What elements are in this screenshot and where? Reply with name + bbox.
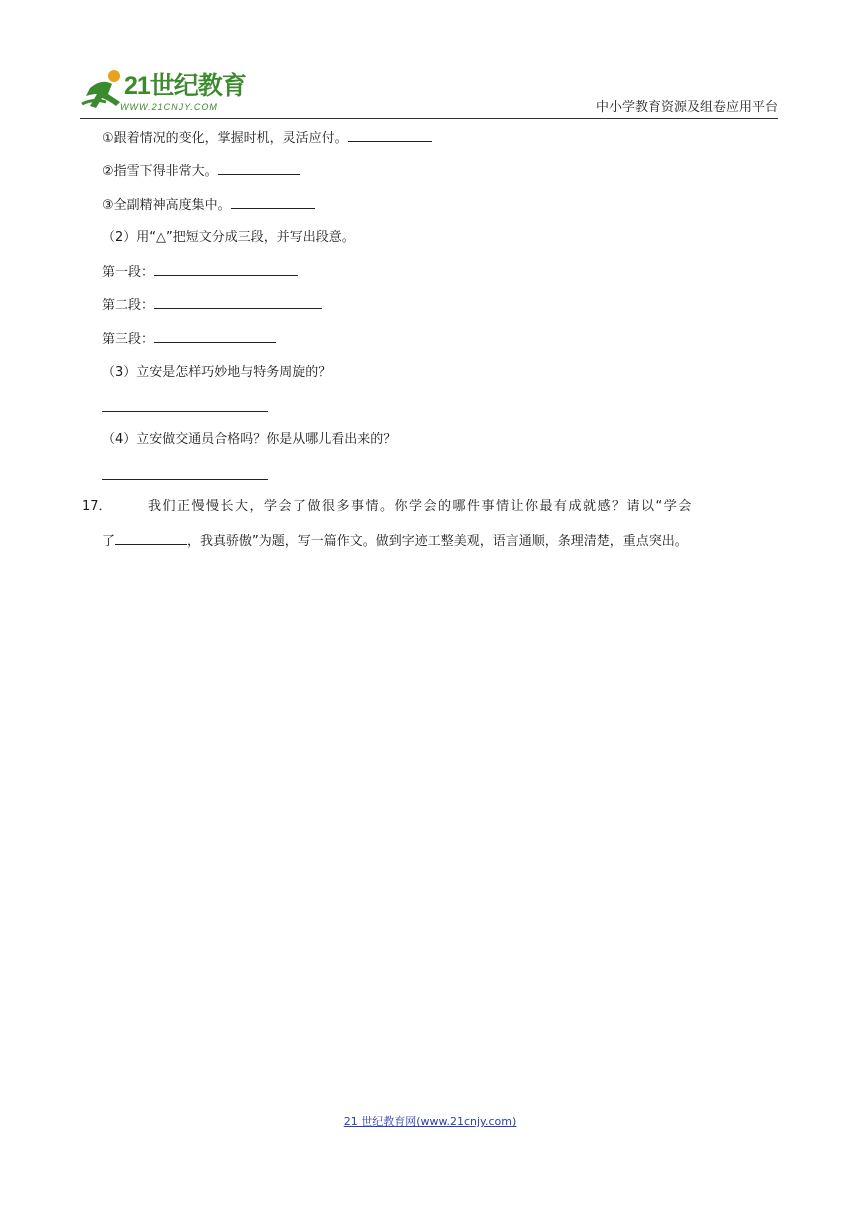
q2-segment-2-label: 第二段： [102, 298, 155, 313]
q1-item-1 [102, 129, 432, 148]
q17-number: 17． [82, 499, 112, 514]
q2-segment-3-label: 第三段： [102, 332, 155, 347]
q2-segment-1 [102, 263, 298, 282]
q17-line-2-end: ，我真骄傲”为题，写一篇作文。做到字迹工整美观，语言通顺，条理清楚，重点突出。 [187, 534, 688, 549]
q1-item-1-blank [348, 129, 432, 142]
q1-item-2 [102, 162, 300, 181]
q17-line-1: 我们正慢慢长大，学会了做很多事情。你学会的哪件事情让你最有成就感？请以“学会 [148, 499, 693, 514]
q17-line-2-start: 了 [102, 534, 116, 549]
platform-title: 中小学教育资源及组卷应用平台 [595, 100, 778, 115]
header-divider [80, 118, 778, 119]
q2-segment-1-blank [154, 263, 298, 276]
q1-item-3 [102, 196, 315, 215]
q2-segment-2-blank [154, 296, 322, 309]
q4-answer-line [102, 479, 268, 480]
q3-answer-line [102, 411, 268, 412]
q1-item-1-text: ①跟着情况的变化，掌握时机，灵活应付。 [102, 131, 348, 146]
q1-item-3-blank [231, 196, 315, 209]
q17-title-blank [115, 532, 187, 545]
q1-item-2-blank [218, 162, 300, 175]
q2-segment-1-label: 第一段： [102, 265, 155, 280]
q1-item-2-text: ②指雪下得非常大。 [102, 164, 218, 179]
page-header [80, 66, 778, 120]
footer-link[interactable]: 21 世纪教育网(www.21cnjy.com) [343, 1115, 517, 1128]
q4-prompt: （4）立安做交通员合格吗？你是从哪儿看出来的？ [102, 432, 397, 447]
q1-item-3-text: ③全副精神高度集中。 [102, 198, 231, 213]
site-logo [80, 66, 260, 116]
q2-segment-3-blank [154, 330, 276, 343]
q3-prompt: （3）立安是怎样巧妙地与特务周旋的？ [102, 365, 332, 380]
logo-url: WWW.21CNJY.COM [120, 102, 218, 112]
q2-prompt: （2）用“△”把短文分成三段，并写出段意。 [102, 230, 355, 245]
q17-line-2 [102, 532, 688, 551]
q2-segment-2 [102, 296, 322, 315]
logo-wordmark: 21世纪教育 [124, 72, 246, 100]
q2-segment-3 [102, 330, 276, 349]
